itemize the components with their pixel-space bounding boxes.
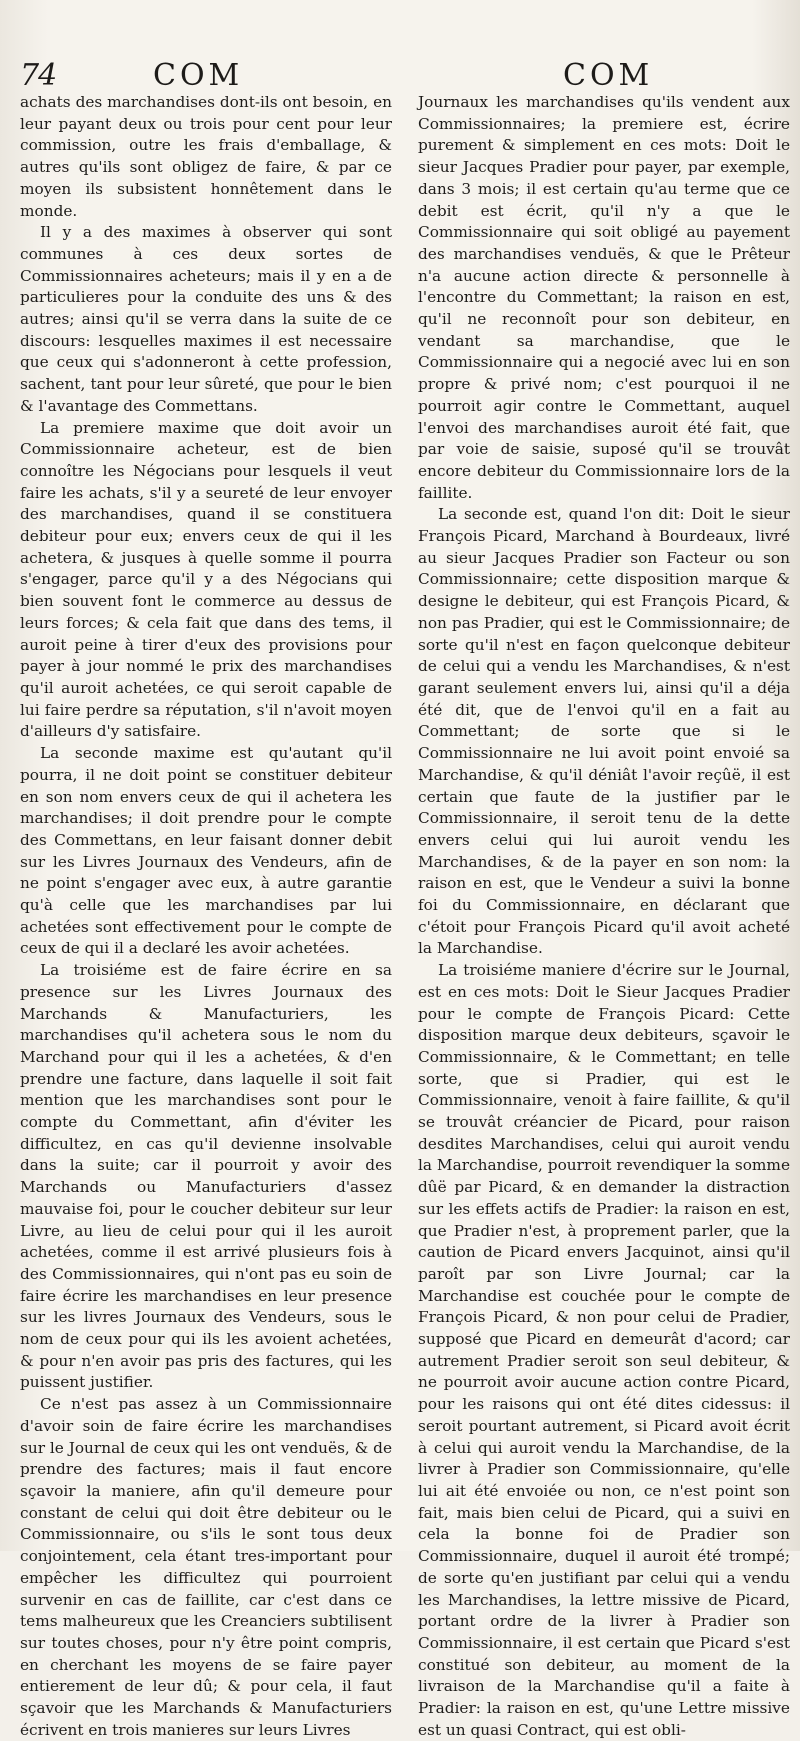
paragraph: La troisiéme maniere d'écrire sur le Journal, est en ces mots: Doit le Sieur Jacques Pradier pour le compte de François Picard: Cette disposition marque deux debiteurs, sçavoir le Commissionnaire, & le Commettant; en telle sorte, que si Pradier, qui est le Commissionnaire, venoit à faire faillite, & qu'il se trouvât créancier de Picard, pour raison desdites Marchandises, celui qui auroit vendu la Marchandise, pourroit revendiquer la somme dûë par Picard, & en demander la distraction sur les effets actifs de Pradier: la raison en est, que Pradier n'est, à proprement parler, que la caution de Picard envers Jacquinot, ainsi qu'il paroît par son Livre Journal; car la Marchandise est couchée pour le compte de François Picard, & non pour celui de Pradier, supposé que Picard en demeurât d'acord; car autrement Pradier seroit son seul debiteur, & ne pourroit avoir aucune action contre Picard, pour les raisons qui ont été dites cidessus: il seroit pourtant autrement, si Picard avoit écrit à celui qui auroit vendu la Marchandise, de la livrer à Pradier son Commissionnaire, qu'elle lui ait été envoiée ou non, ce n'est point son fait, mais bien celui de Picard, qui a suivi en cela la bonne foi de Pradier son Commissionnaire, duquel il auroit été trompé; de sorte qu'en justifiant par celui qui a vendu les Marchandises, la lettre missive de Picard, portant ordre de la livrer à Pradier son Commissionnaire, il est certain que Picard s'est constitué son debiteur, au moment de la livraison de la Marchandise qu'il a faite à Pradier: la raison en est, qu'une Lettre missive est un quasi Contract, qui est obli- — [418, 961, 790, 1739]
column-gutter — [401, 92, 403, 1532]
left-column — [20, 92, 392, 1739]
paragraph: La seconde maxime est qu'autant qu'il pourra, il ne doit point se constituer debiteur en son nom envers ceux de qui il achetera les marchandises; il doit prendre pour le compte des Commettans, en leur faisant donner debit sur les Livres Journaux des Vendeurs, afin de ne point s'engager avec eux, à autre garantie qu'à celle que les marchandises par lui achetées sont effectivement pour le compte de ceux de qui il a declaré les avoir achetées. — [20, 744, 392, 958]
running-head-right: COM — [563, 58, 654, 93]
page-number: 74 — [20, 58, 57, 93]
paragraph: La seconde est, quand l'on dit: Doit le sieur François Picard, Marchand à Bourdeaux, livré au sieur Jacques Pradier son Facteur ou son Commissionnaire; cette disposition marque & designe le debiteur, qui est François Picard, & non pas Pradier, qui est le Commissionnaire; de sorte qu'il n'est en façon quelconque debiteur de celui qui a vendu les Marchandises, & n'est garant seulement envers lui, ainsi qu'il a déja été dit, que de l'envoi qu'il en a fait au Commettant; de sorte que si le Commissionnaire ne lui avoit point envoié sa Marchandise, & qu'il déniât l'avoir reçûë, il est certain que faute de la justifier par le Commissionnaire, il seroit tenu de la dette envers celui qui lui auroit vendu les Marchandises, & de la payer en son nom: la raison en est, que le Vendeur a suivi la bonne foi du Commissionnaire, en déclarant que c'étoit pour François Picard qu'il avoit acheté la Marchandise. — [418, 505, 790, 958]
paragraph: La troisiéme est de faire écrire en sa presence sur les Livres Journaux des Marchands & Manufacturiers, les marchandises qu'il achetera sous le nom du Marchand pour qui il les a achetées, & d'en prendre une facture, dans laquelle il soit fait mention que les marchandises sont pour le compte du Commettant, afin d'éviter les difficultez, en cas qu'il devienne insolvable dans la suite; car il pourroit y avoir des Marchands ou Manufacturiers d'assez mauvaise foi, pour le coucher debiteur sur leur Livre, au lieu de celui pour qui il les auroit achetées, comme il est arrivé plusieurs fois à des Commissionnaires, qui n'ont pas eu soin de faire écrire les marchandises en leur presence sur les livres Journaux des Vendeurs, sous le nom de ceux pour qui ils les avoient achetées, & pour n'en avoir pas pris des factures, qui les puissent justifier. — [20, 961, 392, 1392]
paragraph: Il y a des maximes à observer qui sont communes à ces deux sortes de Commissionnaires acheteurs; mais il y en a de particulieres pour la conduite des uns & des autres; ainsi qu'il se verra dans la suite de ce discours: lesquelles maximes il est necessaire que ceux qui s'adonneront à cette profession, sachent, tant pour leur sûreté, que pour le bien & l'avantage des Commettans. — [20, 223, 392, 415]
paragraph: achats des marchandises dont-ils ont besoin, en leur payant deux ou trois pour cent pour leur commission, outre les frais d'emballage, & autres qu'ils sont obligez de faire, & par ce moyen ils subsistent honnêtement dans le monde. — [20, 93, 392, 220]
paragraph: La premiere maxime que doit avoir un Commissionnaire acheteur, est de bien connoître les Négocians pour lesquels il veut faire les achats, s'il y a seureté de leur envoyer des marchandises, quand il se constituera debiteur pour eux; envers ceux de qui il les achetera, & jusques à quelle somme il pourra s'engager, parce qu'il y a des Négocians qui bien souvent font le commerce au dessus de leurs forces; & cela fait que dans des tems, il auroit peine à tirer d'eux des provisions pour payer à jour nommé le prix des marchandises qu'il auroit achetées, ce qui seroit capable de lui faire perdre sa réputation, s'il n'avoit moyen d'ailleurs d'y satisfaire. — [20, 418, 392, 741]
paragraph: Ce n'est pas assez à un Commissionnaire d'avoir soin de faire écrire les marchandises sur le Journal de ceux qui les ont venduës, & de prendre des factures; mais il faut encore sçavoir la maniere, afin qu'il demeure pour constant de celui qui doit être debiteur ou le Commissionnaire, ou s'ils le sont tous deux conjointement, cela étant tres-important pour empêcher les difficultez qui pourroient survenir en cas de faillite, car c'est dans ce tems malheureux que les Creanciers subtilisent sur toutes choses, pour n'y être point compris, en cherchant les moyens de se faire payer entierement de leur dû; & pour cela, il faut sçavoir que les Marchands & Manufacturiers écrivent en trois manieres sur leurs Livres — [20, 1395, 392, 1739]
running-head-left: COM — [153, 58, 244, 93]
paragraph: Journaux les marchandises qu'ils vendent aux Commissionnaires; la premiere est, écrire purement & simplement en ces mots: Doit le sieur Jacques Pradier pour payer, par exemple, dans 3 mois; il est certain qu'au terme que ce debit est écrit, qu'il n'y a que le Commissionnaire qui soit obligé au payement des marchandises venduës, & que le Prêteur n'a aucune action directe & personnelle à l'encontre du Commettant; la raison en est, qu'il ne reconnoît pour son debiteur, en vendant sa marchandise, que le Commissionnaire qui a negocié avec lui en son propre & privé nom; c'est pourquoi il ne pourroit agir contre le Commettant, auquel l'envoi des marchandises auroit été fait, que par voie de saisie, suposé qu'il se trouvât encore debiteur du Commissionnaire lors de la faillite. — [418, 93, 790, 502]
right-column — [418, 92, 790, 1739]
